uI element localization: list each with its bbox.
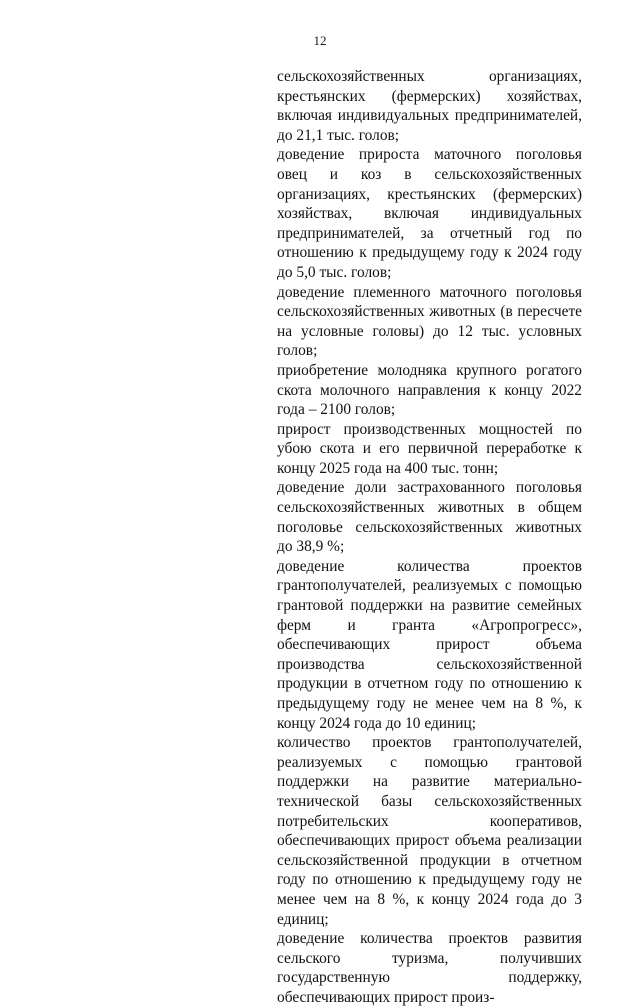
paragraph-7: доведение количества проектов грантополучателей, реализуемых с помощью грантовой поддержки на развитие семейных ферм и гранта «Агропрогресс», обеспечивающих прирост объема производства сельскохозяйственной продукции в отчетном году по отношению к предыдущему году не менее чем на 8 %, к концу 2024 года до 10 единиц;	[277, 557, 582, 732]
paragraph-6: доведение доли застрахованного поголовья сельскохозяйственных животных в общем поголовье сельскохозяйственных животных до 38,9 %;	[277, 479, 582, 556]
body-text	[277, 67, 582, 1008]
paragraph-1: сельскохозяйственных организациях, крестьянских (фермерских) хозяйствах, включая индивидуальных предпринимателей, до 21,1 тыс. голов;	[277, 68, 582, 144]
paragraph-8: количество проектов грантополучателей, реализуемых с помощью грантовой поддержки на развитие материально-технической базы сельскохозяйственных потребительских кооперативов, обеспечивающих прирост объема реализации сельскозяйственной продукции в отчетном году по отношению к предыдущему году не менее чем на 8 %, к концу 2024 года до 3 единиц;	[277, 734, 582, 928]
paragraph-9: доведение количества проектов развития сельского туризма, получивших государственную поддержку, обеспечивающих прирост произ-	[277, 930, 582, 1006]
page-number: 12	[313, 33, 327, 48]
paragraph-5: прирост производственных мощностей по убою скота и его первичной переработке к концу 2025 года на 400 тыс. тонн;	[277, 420, 582, 477]
paragraph-4: приобретение молодняка крупного рогатого скота молочного направления к концу 2022 года – 2100 голов;	[277, 361, 582, 419]
paragraph-3: доведение племенного маточного поголовья сельскохозяйственных животных (в пересчете на условные головы) до 12 тыс. условных голов;	[277, 283, 582, 360]
paragraph-2: доведение прироста маточного поголовья овец и коз в сельскохозяйственных организациях, крестьянских (фермерских) хозяйствах, включая индивидуальных предпринимателей, за отчетный год по отношению к предыдущему году к 2024 году до 5,0 тыс. голов;	[277, 146, 582, 281]
